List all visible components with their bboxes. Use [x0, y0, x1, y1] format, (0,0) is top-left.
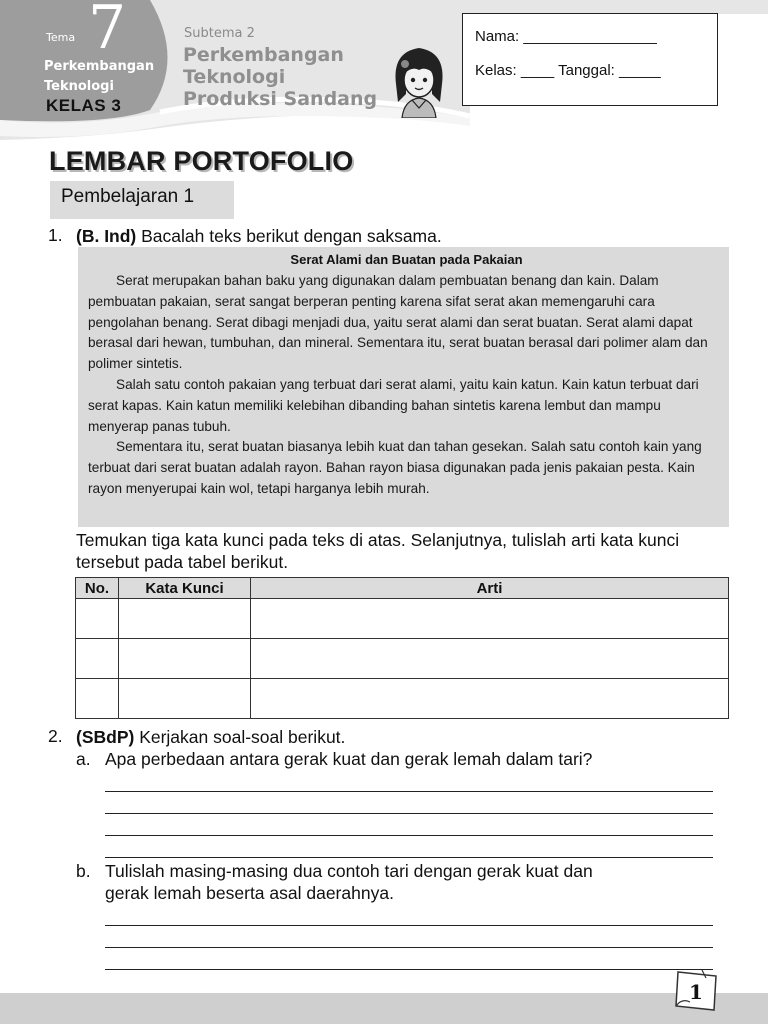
question-2b-text-line2: gerak lemah beserta asal daerahnya.: [105, 883, 394, 903]
question-2a-text: Apa perbedaan antara gerak kuat dan gerak lemah dalam tari?: [105, 749, 593, 769]
nama-field[interactable]: Nama: ________________: [475, 28, 657, 45]
table-cell[interactable]: [251, 599, 729, 639]
table-cell[interactable]: [76, 599, 119, 639]
answer-line[interactable]: [105, 814, 713, 836]
table-cell[interactable]: [251, 679, 729, 719]
question-2a-label: a.: [76, 749, 91, 769]
question-2b-text-line1: Tulislah masing-masing dua contoh tari dengan gerak kuat dan: [105, 861, 593, 881]
question-2b-label: b.: [76, 861, 91, 881]
kelas-label: KELAS 3: [46, 96, 122, 115]
page-number: 1: [689, 980, 703, 1004]
table-header-row: [76, 578, 729, 599]
reading-title: Serat Alami dan Buatan pada Pakaian: [290, 252, 523, 267]
identity-box: [462, 13, 718, 106]
reading-paragraph: Sementara itu, serat buatan biasanya lebih kuat dan tahan gesekan. Salah satu contoh kain yang terbuat dari serat buatan adalah rayon. Bahan rayon biasa digunakan pada jenis pakaian pesta. Kain rayon menyerupai kain wol, tetapi harganya lebih murah.: [88, 439, 702, 496]
question-2-subject: (SBdP): [76, 727, 135, 747]
table-cell[interactable]: [119, 639, 251, 679]
tema-label: Tema: [46, 31, 76, 44]
question-1-text: Bacalah teks berikut dengan saksama.: [136, 226, 442, 246]
reading-paragraph: Serat merupakan bahan baku yang digunakan dalam pembuatan benang dan kain. Dalam pembuatan pakaian, serat sangat berperan penting karena sifat serat akan memengaruhi cara pengolahan benang. Serat dibagi menjadi dua, yaitu serat alami dan serat buatan. Serat alami dapat berasal dari hewan, tumbuhan, dan mineral. Sementara itu, serat buatan berasal dari polimer alam dan polimer sintetis.: [88, 273, 708, 372]
answer-line[interactable]: [105, 926, 713, 948]
question-1-number: 1.: [48, 225, 63, 245]
table-cell[interactable]: [251, 639, 729, 679]
table-header-no: No.: [76, 578, 119, 599]
girl-illustration: [388, 44, 450, 118]
table-row: [76, 639, 729, 679]
question-1-prompt: [76, 225, 442, 247]
question-1-instruction: Temukan tiga kata kunci pada teks di atas. Selanjutnya, tulislah arti kata kunci tersebut pada tabel berikut.: [76, 530, 680, 572]
answer-line[interactable]: [105, 792, 713, 814]
subtema-label: Subtema 2: [184, 26, 255, 41]
subtema-title: Perkembangan Teknologi Produksi Sandang: [183, 44, 378, 110]
reading-passage: [78, 247, 729, 527]
answer-line[interactable]: [105, 770, 713, 792]
question-2-text: Kerjakan soal-soal berikut.: [134, 727, 346, 747]
question-1-subject: (B. Ind): [76, 226, 137, 246]
reading-paragraph: Salah satu contoh pakaian yang terbuat dari serat alami, yaitu kain katun. Kain katun terbuat dari serat kapas. Kain katun memiliki kelebihan dibanding bahan sintetis karena lembut dan mampu menyerap panas tubuh.: [88, 376, 699, 434]
table-cell[interactable]: [119, 679, 251, 719]
table-cell[interactable]: [76, 639, 119, 679]
table-row: [76, 599, 729, 639]
answer-line[interactable]: [105, 948, 713, 970]
question-2-number: 2.: [48, 726, 63, 746]
tema-title: Perkembangan Teknologi: [44, 59, 155, 94]
answer-line[interactable]: [105, 904, 713, 926]
answer-line[interactable]: [105, 836, 713, 858]
table-header-kata-kunci: Kata Kunci: [119, 578, 251, 599]
answer-lines-2a: [105, 770, 713, 858]
table-cell[interactable]: [119, 599, 251, 639]
table-row: [76, 679, 729, 719]
table-cell[interactable]: [76, 679, 119, 719]
page-title: LEMBAR PORTOFOLIO: [49, 146, 354, 176]
keyword-table: [75, 577, 729, 719]
table-header-arti: Arti: [251, 578, 729, 599]
tema-number: 7: [88, 0, 127, 63]
lesson-label: Pembelajaran 1: [50, 181, 234, 219]
answer-lines-2b: [105, 904, 713, 970]
question-2-prompt: [76, 726, 345, 748]
footer-bar: [0, 993, 768, 1024]
kelas-tanggal-field[interactable]: Kelas: ____ Tanggal: _____: [475, 62, 661, 79]
